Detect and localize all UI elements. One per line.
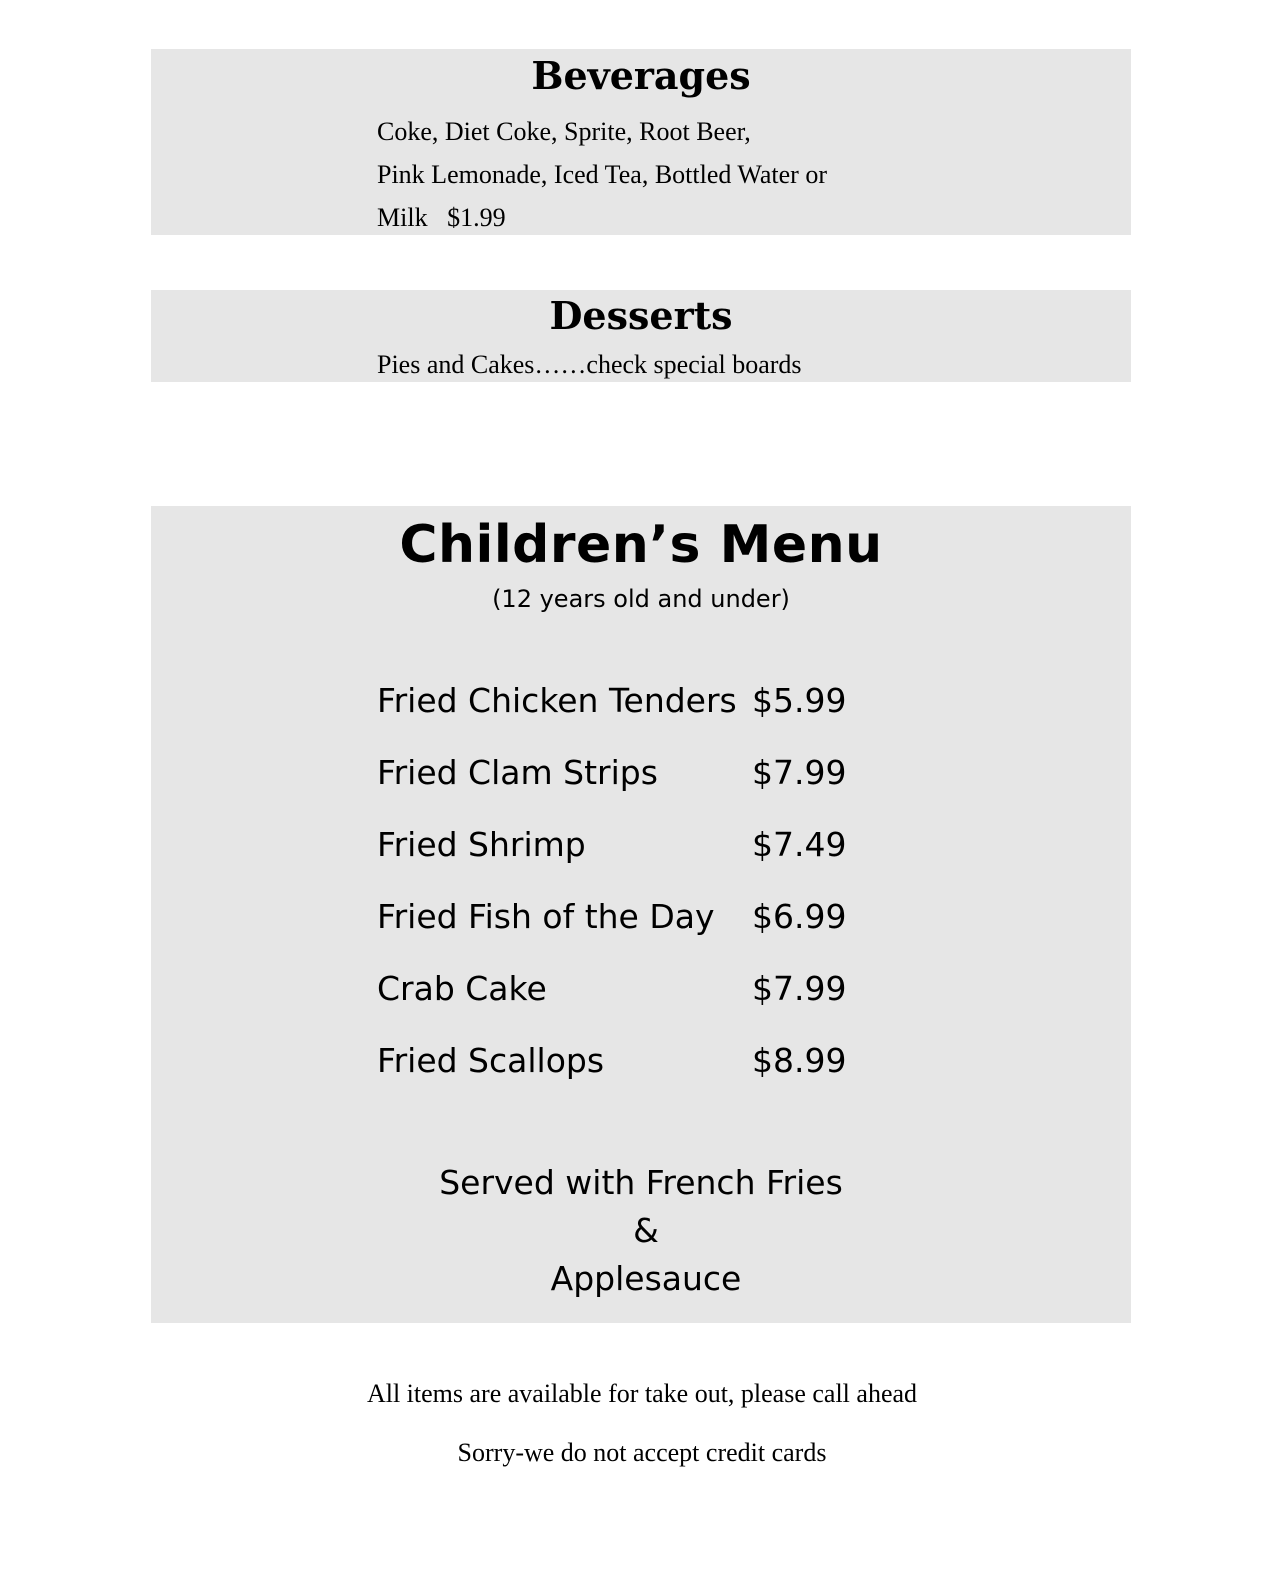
childrens-menu-section: [151, 506, 1131, 1323]
beverages-title: Beverages: [531, 53, 751, 98]
payment-notice: Sorry-we do not accept credit cards: [457, 1438, 827, 1467]
served-with-line: Applesauce: [550, 1259, 742, 1298]
childrens-menu-subtitle: (12 years old and under): [492, 585, 790, 613]
menu-item-price: $7.99: [752, 969, 847, 1008]
desserts-section: [151, 290, 1131, 382]
childrens-menu-title: Children’s Menu: [399, 515, 883, 575]
menu-item-price: $6.99: [752, 897, 847, 936]
menu-item-price: $7.99: [752, 753, 847, 792]
desserts-text: Pies and Cakes……check special boards: [377, 350, 802, 379]
menu-item: [377, 681, 877, 721]
beverages-line: Pink Lemonade, Iced Tea, Bottled Water or: [377, 160, 827, 189]
beverages-line: Coke, Diet Coke, Sprite, Root Beer,: [377, 117, 751, 146]
menu-item-name: Fried Fish of the Day: [377, 897, 715, 936]
menu-item: [377, 969, 877, 1009]
desserts-title: Desserts: [549, 293, 733, 338]
served-with-line: Served with French Fries: [439, 1163, 843, 1202]
menu-item: [377, 753, 877, 793]
menu-item-price: $7.49: [752, 825, 847, 864]
beverages-section: [151, 49, 1131, 235]
menu-item-name: Fried Shrimp: [377, 825, 586, 864]
menu-item: [377, 1041, 877, 1081]
beverages-line: Milk $1.99: [377, 203, 506, 232]
menu-item-price: $5.99: [752, 681, 847, 720]
takeout-notice: All items are available for take out, please call ahead: [366, 1379, 918, 1408]
menu-item-name: Fried Chicken Tenders: [377, 681, 737, 720]
menu-item-price: $8.99: [752, 1041, 847, 1080]
menu-item-name: Crab Cake: [377, 969, 547, 1008]
menu-item-name: Fried Clam Strips: [377, 753, 658, 792]
menu-item: [377, 897, 877, 937]
served-with-ampersand: &: [633, 1211, 659, 1250]
menu-item-name: Fried Scallops: [377, 1041, 605, 1080]
menu-item: [377, 825, 877, 865]
